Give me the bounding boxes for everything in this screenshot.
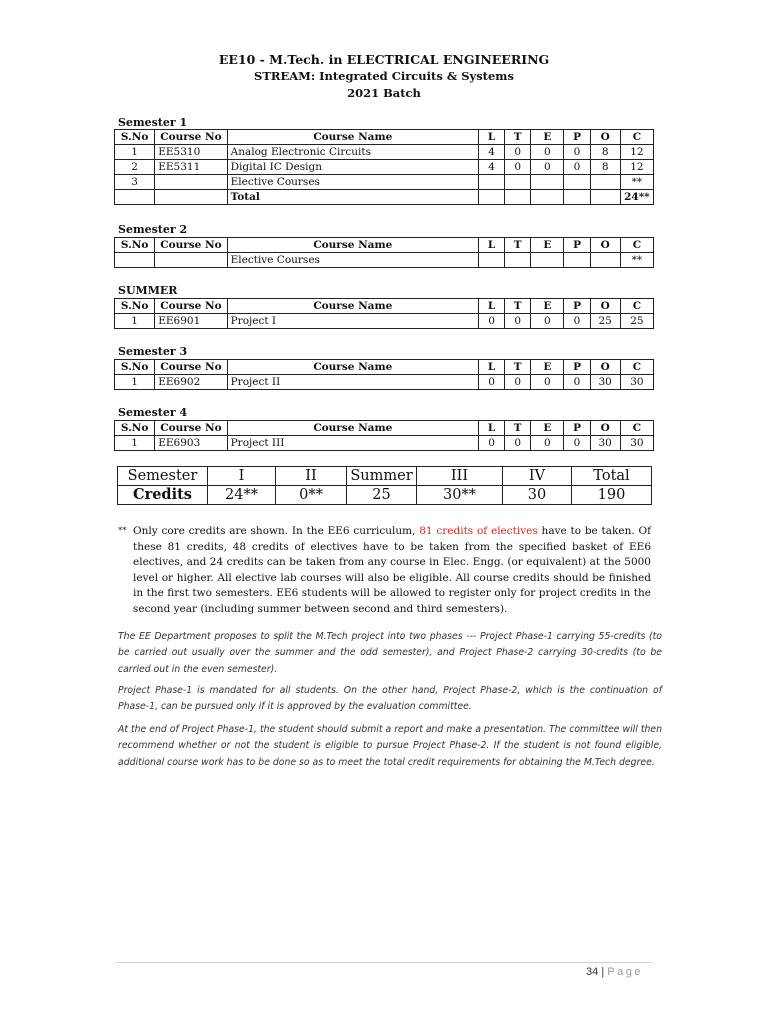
column-header: Course Name: [227, 360, 478, 375]
note-marker: **: [118, 526, 127, 536]
cell-t: 0: [505, 375, 531, 390]
cell-course-no: EE5310: [155, 145, 227, 160]
cell-c: 12: [620, 145, 653, 160]
semester-label: Semester 2: [118, 223, 188, 236]
column-header: O: [590, 421, 620, 436]
column-header: T: [505, 421, 531, 436]
column-header: S.No: [115, 130, 155, 145]
elective-credits-note: [118, 524, 651, 617]
cell-o: [590, 253, 620, 268]
column-header: C: [620, 299, 653, 314]
column-header: E: [531, 421, 564, 436]
column-header: P: [564, 421, 590, 436]
column-header: S.No: [115, 360, 155, 375]
cell-name: Analog Electronic Circuits: [227, 145, 478, 160]
column-header: O: [590, 238, 620, 253]
cell-o: 8: [590, 145, 620, 160]
credits-value-cell: 0**: [276, 486, 347, 505]
cell-sno: 1: [115, 375, 155, 390]
cell-c: 12: [620, 160, 653, 175]
cell-c: **: [620, 253, 653, 268]
page-footer: [586, 966, 643, 978]
semester-course-table: [114, 237, 654, 268]
project-evaluation-paragraph: At the end of Project Phase-1, the student should submit a report and make a presentation. The committee will then recommend whether or not the student is eligible to pursue Project Phase-2. If the student is not found eligible, additional course work has to be done so as to meet the total credit requirements for obtaining the M.Tech degree.: [118, 724, 662, 768]
credits-header-cell: I: [208, 467, 276, 486]
cell-name: Total: [227, 190, 478, 205]
credits-header-cell: Summer: [347, 467, 417, 486]
credits-value-cell: 190: [572, 486, 652, 505]
cell-name: Project III: [227, 436, 478, 451]
column-header: P: [564, 238, 590, 253]
course-row: [115, 436, 654, 451]
note-body: [118, 524, 651, 617]
course-row: [115, 375, 654, 390]
cell-o: [590, 175, 620, 190]
cell-o: 25: [590, 314, 620, 329]
credits-value-cell: 24**: [208, 486, 276, 505]
column-header: T: [505, 360, 531, 375]
table-header-row: [115, 299, 654, 314]
cell-e: [531, 175, 564, 190]
cell-sno: 2: [115, 160, 155, 175]
column-header: P: [564, 360, 590, 375]
column-header: O: [590, 360, 620, 375]
column-header: S.No: [115, 421, 155, 436]
cell-course-no: EE6902: [155, 375, 227, 390]
column-header: C: [620, 238, 653, 253]
credits-header-cell: III: [417, 467, 503, 486]
course-row: [115, 160, 654, 175]
column-header: P: [564, 299, 590, 314]
cell-course-no: [155, 190, 227, 205]
column-header: P: [564, 130, 590, 145]
column-header: Course Name: [227, 238, 478, 253]
cell-t: [505, 190, 531, 205]
credits-header-cell: Semester: [118, 467, 208, 486]
cell-o: 30: [590, 375, 620, 390]
cell-course-no: EE5311: [155, 160, 227, 175]
course-row: [115, 175, 654, 190]
cell-p: 0: [564, 160, 590, 175]
cell-p: 0: [564, 436, 590, 451]
column-header: C: [620, 421, 653, 436]
column-header: Course No: [155, 299, 227, 314]
stream-title: STREAM: Integrated Circuits & Systems: [254, 69, 514, 83]
column-header: L: [479, 130, 505, 145]
cell-c: 30: [620, 436, 653, 451]
column-header: E: [531, 360, 564, 375]
cell-name: Project I: [227, 314, 478, 329]
program-title: EE10 - M.Tech. in ELECTRICAL ENGINEERING: [218, 52, 550, 67]
column-header: S.No: [115, 238, 155, 253]
note-highlight: 81 credits of electives: [419, 525, 538, 537]
column-header: Course No: [155, 360, 227, 375]
cell-e: 0: [531, 314, 564, 329]
credits-value-cell: 30**: [417, 486, 503, 505]
cell-l: 0: [479, 375, 505, 390]
cell-sno: [115, 190, 155, 205]
semester-course-table: [114, 129, 654, 205]
cell-name: Elective Courses: [227, 175, 478, 190]
cell-name: Digital IC Design: [227, 160, 478, 175]
cell-course-no: [155, 175, 227, 190]
cell-t: 0: [505, 160, 531, 175]
credits-summary-table: [117, 466, 652, 505]
cell-c: 30: [620, 375, 653, 390]
column-header: T: [505, 130, 531, 145]
credits-value-cell: 30: [503, 486, 572, 505]
cell-e: [531, 253, 564, 268]
credits-value-cell: 25: [347, 486, 417, 505]
table-header-row: [115, 421, 654, 436]
cell-c: 25: [620, 314, 653, 329]
semester-label: SUMMER: [118, 284, 178, 297]
page-word: Page: [607, 966, 643, 978]
cell-t: 0: [505, 314, 531, 329]
table-header-row: [115, 360, 654, 375]
course-row: [115, 253, 654, 268]
cell-e: 0: [531, 160, 564, 175]
project-split-paragraph: The EE Department proposes to split the M.Tech project into two phases --- Project Phase-1 carrying 55-credits (to be carried out usually over the summer and the odd semester), and Project Phase-2 carrying 30-credits (to be carried out in the even semester).: [118, 631, 662, 675]
cell-course-no: EE6903: [155, 436, 227, 451]
cell-e: 0: [531, 375, 564, 390]
course-row: [115, 314, 654, 329]
column-header: L: [479, 238, 505, 253]
credits-header-row: [118, 467, 652, 486]
course-row: [115, 190, 654, 205]
cell-e: [531, 190, 564, 205]
column-header: Course No: [155, 130, 227, 145]
cell-l: 0: [479, 436, 505, 451]
semester-label: Semester 4: [118, 406, 188, 419]
cell-c: 24**: [620, 190, 653, 205]
column-header: L: [479, 360, 505, 375]
credits-value-cell: Credits: [118, 486, 208, 505]
cell-t: 0: [505, 145, 531, 160]
cell-c: **: [620, 175, 653, 190]
table-header-row: [115, 238, 654, 253]
cell-sno: [115, 253, 155, 268]
semester-label: Semester 1: [118, 116, 188, 129]
cell-o: 30: [590, 436, 620, 451]
column-header: T: [505, 299, 531, 314]
column-header: Course No: [155, 421, 227, 436]
cell-name: Project II: [227, 375, 478, 390]
cell-p: 0: [564, 145, 590, 160]
cell-l: [479, 175, 505, 190]
cell-l: 4: [479, 160, 505, 175]
cell-p: [564, 253, 590, 268]
cell-course-no: EE6901: [155, 314, 227, 329]
cell-name: Elective Courses: [227, 253, 478, 268]
semester-course-table: [114, 420, 654, 451]
credits-value-row: [118, 486, 652, 505]
cell-e: 0: [531, 436, 564, 451]
semester-label: Semester 3: [118, 345, 188, 358]
column-header: Course No: [155, 238, 227, 253]
credits-header-cell: II: [276, 467, 347, 486]
table-header-row: [115, 130, 654, 145]
semester-course-table: [114, 298, 654, 329]
cell-l: 0: [479, 314, 505, 329]
cell-sno: 3: [115, 175, 155, 190]
cell-e: 0: [531, 145, 564, 160]
column-header: C: [620, 360, 653, 375]
column-header: Course Name: [227, 421, 478, 436]
cell-t: 0: [505, 436, 531, 451]
column-header: O: [590, 130, 620, 145]
column-header: S.No: [115, 299, 155, 314]
cell-sno: 1: [115, 145, 155, 160]
footer-divider: [116, 962, 652, 963]
page-number: 34: [586, 966, 599, 978]
note-text-part1: Only core credits are shown. In the EE6 curriculum,: [133, 525, 420, 537]
cell-course-no: [155, 253, 227, 268]
cell-sno: 1: [115, 436, 155, 451]
column-header: O: [590, 299, 620, 314]
cell-p: 0: [564, 375, 590, 390]
column-header: T: [505, 238, 531, 253]
cell-t: [505, 175, 531, 190]
column-header: L: [479, 299, 505, 314]
cell-p: 0: [564, 314, 590, 329]
column-header: L: [479, 421, 505, 436]
column-header: Course Name: [227, 130, 478, 145]
cell-l: [479, 253, 505, 268]
column-header: E: [531, 238, 564, 253]
semester-course-table: [114, 359, 654, 390]
credits-header-cell: IV: [503, 467, 572, 486]
column-header: E: [531, 299, 564, 314]
footer-separator: |: [601, 966, 605, 978]
note-text-part2: have to be taken. Of these 81 credits, 48 credits of electives have to be taken from the specified basket of EE6 electives, and 24 credits can be taken from any course in Elec. Engg. (or equivalent) at the 5000 level or higher. All elective lab courses will also be eligible. All course credits should be finished in the first two semesters. EE6 students will be allowed to register only for project credits in the second year (including summer between second and third semesters).: [133, 525, 651, 615]
column-header: E: [531, 130, 564, 145]
cell-p: [564, 190, 590, 205]
cell-l: [479, 190, 505, 205]
cell-t: [505, 253, 531, 268]
cell-l: 4: [479, 145, 505, 160]
cell-sno: 1: [115, 314, 155, 329]
column-header: C: [620, 130, 653, 145]
cell-o: 8: [590, 160, 620, 175]
cell-p: [564, 175, 590, 190]
project-phase-paragraph: Project Phase-1 is mandated for all students. On the other hand, Project Phase-2, which is the continuation of Phase-1, can be pursued only if it is approved by the evaluation committee.: [118, 685, 662, 713]
credits-header-cell: Total: [572, 467, 652, 486]
course-row: [115, 145, 654, 160]
cell-o: [590, 190, 620, 205]
batch-title: 2021 Batch: [347, 86, 421, 100]
column-header: Course Name: [227, 299, 478, 314]
